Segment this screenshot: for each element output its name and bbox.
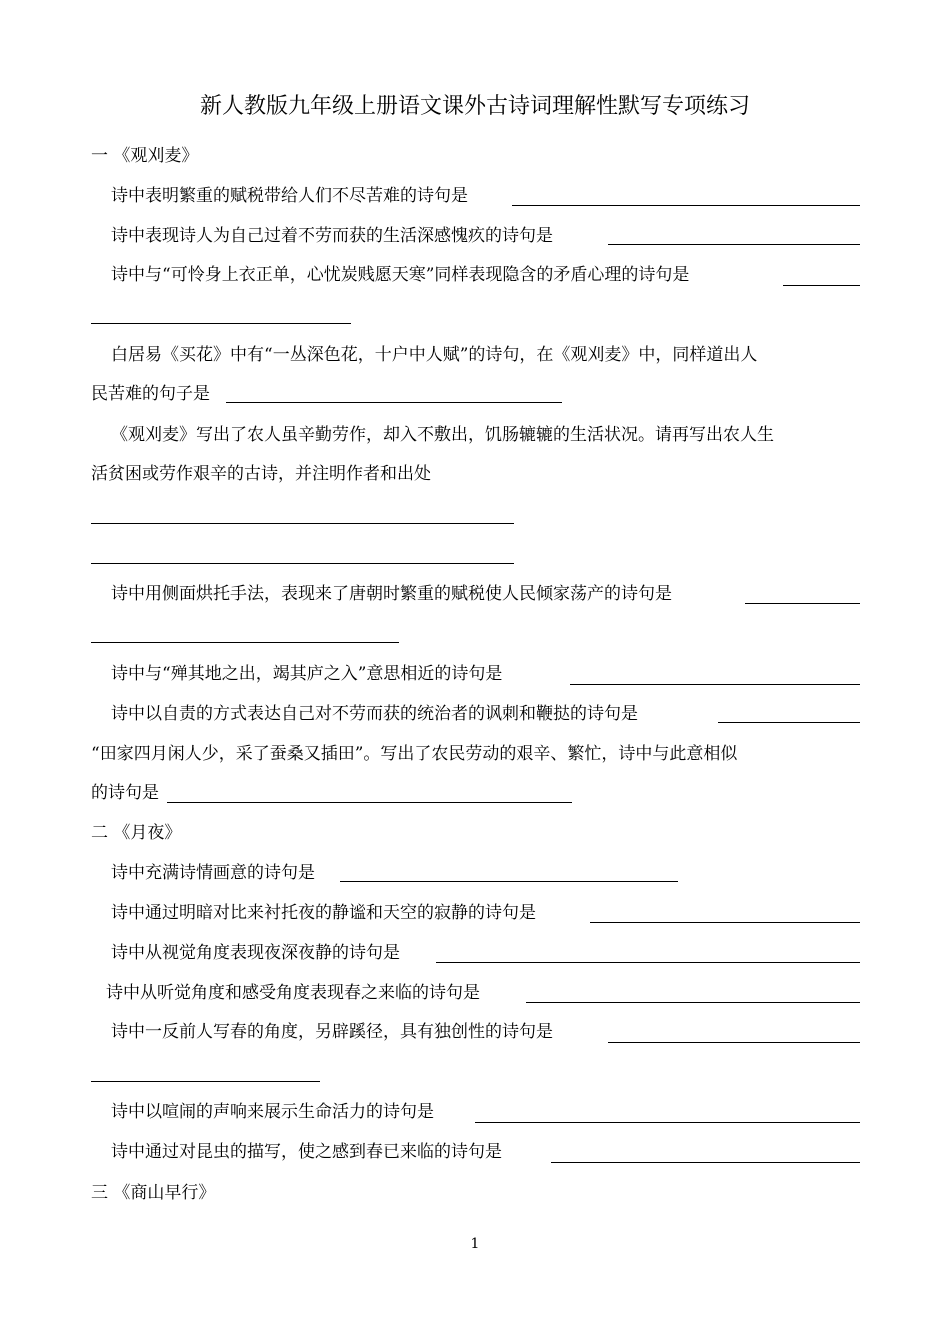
question-text: 诗中用侧面烘托手法，表现来了唐朝时繁重的赋税使人民倾家荡产的诗句是 [111, 584, 672, 604]
answer-blank[interactable] [783, 285, 860, 286]
answer-blank[interactable] [475, 1122, 860, 1123]
answer-blank[interactable] [91, 1081, 320, 1082]
question-text: 白居易《买花》中有“一丛深色花，十户中人赋”的诗句，在《观刈麦》中，同样道出人 [111, 345, 758, 365]
answer-blank[interactable] [91, 642, 399, 643]
answer-blank[interactable] [608, 1042, 860, 1043]
question-text: 诗中表明繁重的赋税带给人们不尽苦难的诗句是 [111, 186, 468, 206]
question-text: 的诗句是 [91, 783, 159, 803]
question-text: 诗中从视觉角度表现夜深夜静的诗句是 [111, 943, 400, 963]
question-text: 诗中以喧闹的声响来展示生命活力的诗句是 [111, 1102, 434, 1122]
answer-blank[interactable] [512, 205, 860, 206]
question-text: 活贫困或劳作艰辛的古诗，并注明作者和出处 [91, 464, 431, 484]
question-text: 诗中从听觉角度和感受角度表现春之来临的诗句是 [106, 983, 480, 1003]
answer-blank[interactable] [91, 563, 514, 564]
answer-blank[interactable] [436, 962, 860, 963]
answer-blank[interactable] [91, 523, 514, 524]
question-text: 诗中以自责的方式表达自己对不劳而获的统治者的讽刺和鞭挞的诗句是 [111, 704, 638, 724]
answer-blank[interactable] [167, 802, 572, 803]
question-text: 诗中通过对昆虫的描写，使之感到春已来临的诗句是 [111, 1142, 502, 1162]
section-heading-2: 二 《月夜》 [91, 823, 182, 843]
answer-blank[interactable] [590, 922, 860, 923]
answer-blank[interactable] [340, 881, 678, 882]
answer-blank[interactable] [718, 722, 860, 723]
answer-blank[interactable] [608, 244, 860, 245]
question-text: 民苦难的句子是 [91, 384, 210, 404]
question-text: “田家四月闲人少，采了蚕桑又插田”。写出了农民劳动的艰辛、繁忙，诗中与此意相似 [91, 744, 738, 764]
answer-blank[interactable] [226, 402, 562, 403]
question-text: 诗中通过明暗对比来衬托夜的静谧和天空的寂静的诗句是 [111, 903, 536, 923]
answer-blank[interactable] [745, 603, 860, 604]
question-text: 诗中与“殚其地之出，竭其庐之入”意思相近的诗句是 [111, 664, 503, 684]
question-text: 诗中与“可怜身上衣正单，心忧炭贱愿天寒”同样表现隐含的矛盾心理的诗句是 [111, 265, 690, 285]
question-text: 《观刈麦》写出了农人虽辛勤劳作，却入不敷出，饥肠辘辘的生活状况。请再写出农人生 [111, 425, 774, 445]
question-text: 诗中表现诗人为自己过着不劳而获的生活深感愧疚的诗句是 [111, 226, 553, 246]
answer-blank[interactable] [91, 323, 351, 324]
section-heading-1: 一 《观刈麦》 [91, 146, 199, 166]
question-text: 诗中充满诗情画意的诗句是 [111, 863, 315, 883]
answer-blank[interactable] [526, 1002, 860, 1003]
page-number: 1 [470, 1236, 480, 1252]
question-text: 诗中一反前人写春的角度，另辟蹊径，具有独创性的诗句是 [111, 1022, 553, 1042]
section-heading-3: 三 《商山早行》 [91, 1183, 216, 1203]
page-title: 新人教版九年级上册语文课外古诗词理解性默写专项练习 [199, 94, 750, 119]
answer-blank[interactable] [551, 1162, 860, 1163]
answer-blank[interactable] [570, 684, 860, 685]
